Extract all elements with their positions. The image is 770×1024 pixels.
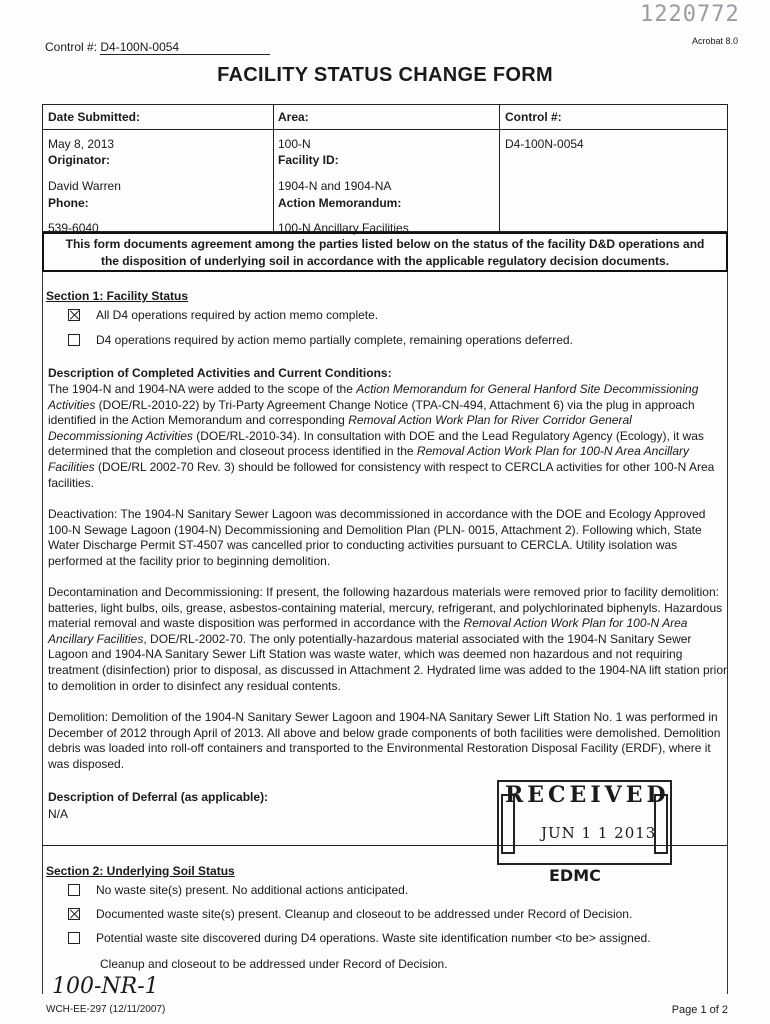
description-paragraph-1: The 1904-N and 1904-NA were added to the scope of the Action Memorandum for General Hanford Site Decommissioning Activities (DOE/RL-2010-22) by Tri-Party Agreement Change Notice (TPA-CN-494, Attachment 6) via the plug in approach identified in the Action Memorandum and corresponding Removal Action Work Plan for River Corridor General Decommissioning Activities (DOE/RL-2010-34). In consultation with DOE and the Lead Regulatory Agency (Ecology), it was determined that the completion and closeout process identified in the Removal Action Work Plan for 100-N Area Ancillary Facilities (DOE/RL 2002-70 Rev. 3) should be followed for consistency with respect to CERCLA activities for other 100-N Area facilities. [48,382,715,490]
action-memo-value: 100-N Ancillary Facilities [278,221,409,235]
section2-option3-label: Potential waste site discovered during D4 operations. Waste site identification number <to be> assigned. [96,931,651,945]
date-submitted-value: May 8, 2013 [48,137,115,151]
agreement-line-1: This form documents agreement among the parties listed below on the status of the facility D&D operations and [65,237,705,251]
checkbox-checked-icon[interactable] [68,908,80,920]
grid-divider-2 [499,105,500,231]
control-label: Control #: [505,110,562,124]
control-value: D4-100N-0054 [505,137,584,151]
grid-divider-1 [273,105,274,231]
received-stamp-text: RECEIVED [505,782,670,808]
page-title: FACILITY STATUS CHANGE FORM [217,64,553,86]
agreement-statement [42,232,728,272]
section2-option3-continuation: Cleanup and closeout to be addressed under Record of Decision. [100,957,448,971]
footer-page-number: Page 1 of 2 [671,1004,728,1016]
header-grid [42,104,728,235]
received-stamp [497,780,672,890]
acrobat-version: Acrobat 8.0 [691,36,738,46]
checkbox-unchecked-icon[interactable] [68,932,80,944]
section1-option-partial[interactable] [68,333,573,347]
area-label: Area: [278,110,309,124]
section1-option-complete[interactable] [68,308,378,322]
section1-title: Section 1: Facility Status [46,289,189,303]
originator-value: David Warren [48,179,121,193]
deferral-heading: Description of Deferral (as applicable): [48,790,269,804]
description-paragraph-decontamination: Decontamination and Decommissioning: If present, the following hazardous materials were removed prior to facility demolition: batteries, light bulbs, oils, grease, asbestos-containing material, mercury, refrigerant, and polychlorinated biphenyls. Hazardous material removal and waste disposition was performed in accordance with the Removal Action Work Plan for 100-N Area Ancillary Facilities, DOE/RL-2002-70. The only potentially-hazardous material associated with the 1904-N Sanitary Sewer Lagoon and 1904-NA Sanitary Sewer Lift Station was waste water, which was deemed non hazardous and not requiring treatment (disinfection) prior to disposal, as discussed in Attachment 2. Hydrated lime was added to the 1904-NA lift station prior to demolition in order to disinfect any residual contents. [48,585,728,693]
section2-option-none[interactable] [68,883,408,897]
area-value: 100-N [278,137,311,151]
deferral-value: N/A [48,807,69,821]
handwritten-note: 100-NR-1 [52,974,159,999]
section2-option-documented[interactable] [68,907,632,921]
control-top-label: Control #: [45,40,98,54]
originator-label: Originator: [48,153,110,167]
section2-title: Section 2: Underlying Soil Status [46,864,235,878]
document-stamp-number: 1220772 [640,2,740,27]
checkbox-unchecked-icon[interactable] [68,884,80,896]
received-stamp-org: EDMC [549,866,601,885]
facility-id-value: 1904-N and 1904-NA [278,179,392,193]
section-divider [42,845,728,846]
facility-id-label: Facility ID: [278,153,339,167]
section2-option2-label: Documented waste site(s) present. Cleanup and closeout to be addressed under Record of Decision. [96,907,633,921]
control-top-value: D4-100N-0054 [100,40,270,55]
checkbox-checked-icon[interactable] [68,309,80,321]
section2-option1-label: No waste site(s) present. No additional actions anticipated. [96,883,409,897]
received-stamp-date: JUN 1 1 2013 [541,824,657,842]
agreement-line-2: the disposition of underlying soil in accordance with the applicable regulatory decision documents. [100,254,670,268]
description-heading: Description of Completed Activities and Current Conditions: [48,366,392,380]
checkbox-unchecked-icon[interactable] [68,334,80,346]
footer-form-id: WCH-EE-297 (12/11/2007) [46,1004,166,1015]
description-paragraph-deactivation: Deactivation: The 1904-N Sanitary Sewer Lagoon was decommissioned in accordance with the DOE and Ecology Approved 100-N Sewage Lagoon (1904-N) Decommissioning and Demolition Plan (PLN- 0015, Attachment 2). Following which, State Water Discharge Permit ST-4507 was cancelled prior to conducting activities pursuant to CERCLA. Utility isolation was performed at the facility prior to beginning demolition. [48,507,706,568]
action-memo-label: Action Memorandum: [278,196,402,210]
section1-option1-label: All D4 operations required by action memo complete. [96,308,379,322]
control-number-top [45,40,270,55]
phone-label: Phone: [48,196,89,210]
section1-option2-label: D4 operations required by action memo partially complete, remaining operations deferred. [96,333,573,347]
grid-header-rule [43,129,727,130]
phone-value: 539-6040 [48,221,99,235]
section2-option-potential[interactable] [68,931,651,945]
description-paragraph-demolition: Demolition: Demolition of the 1904-N Sanitary Sewer Lagoon and 1904-NA Sanitary Sewer Lift Station No. 1 was performed in December of 2012 through April of 2013. All above and below grade components of both facilities were demolished. Demolition debris was loaded into roll-off containers and transported to the Environmental Restoration Disposal Facility (ERDF), where it was disposed. [48,710,721,771]
date-submitted-label: Date Submitted: [48,110,141,124]
